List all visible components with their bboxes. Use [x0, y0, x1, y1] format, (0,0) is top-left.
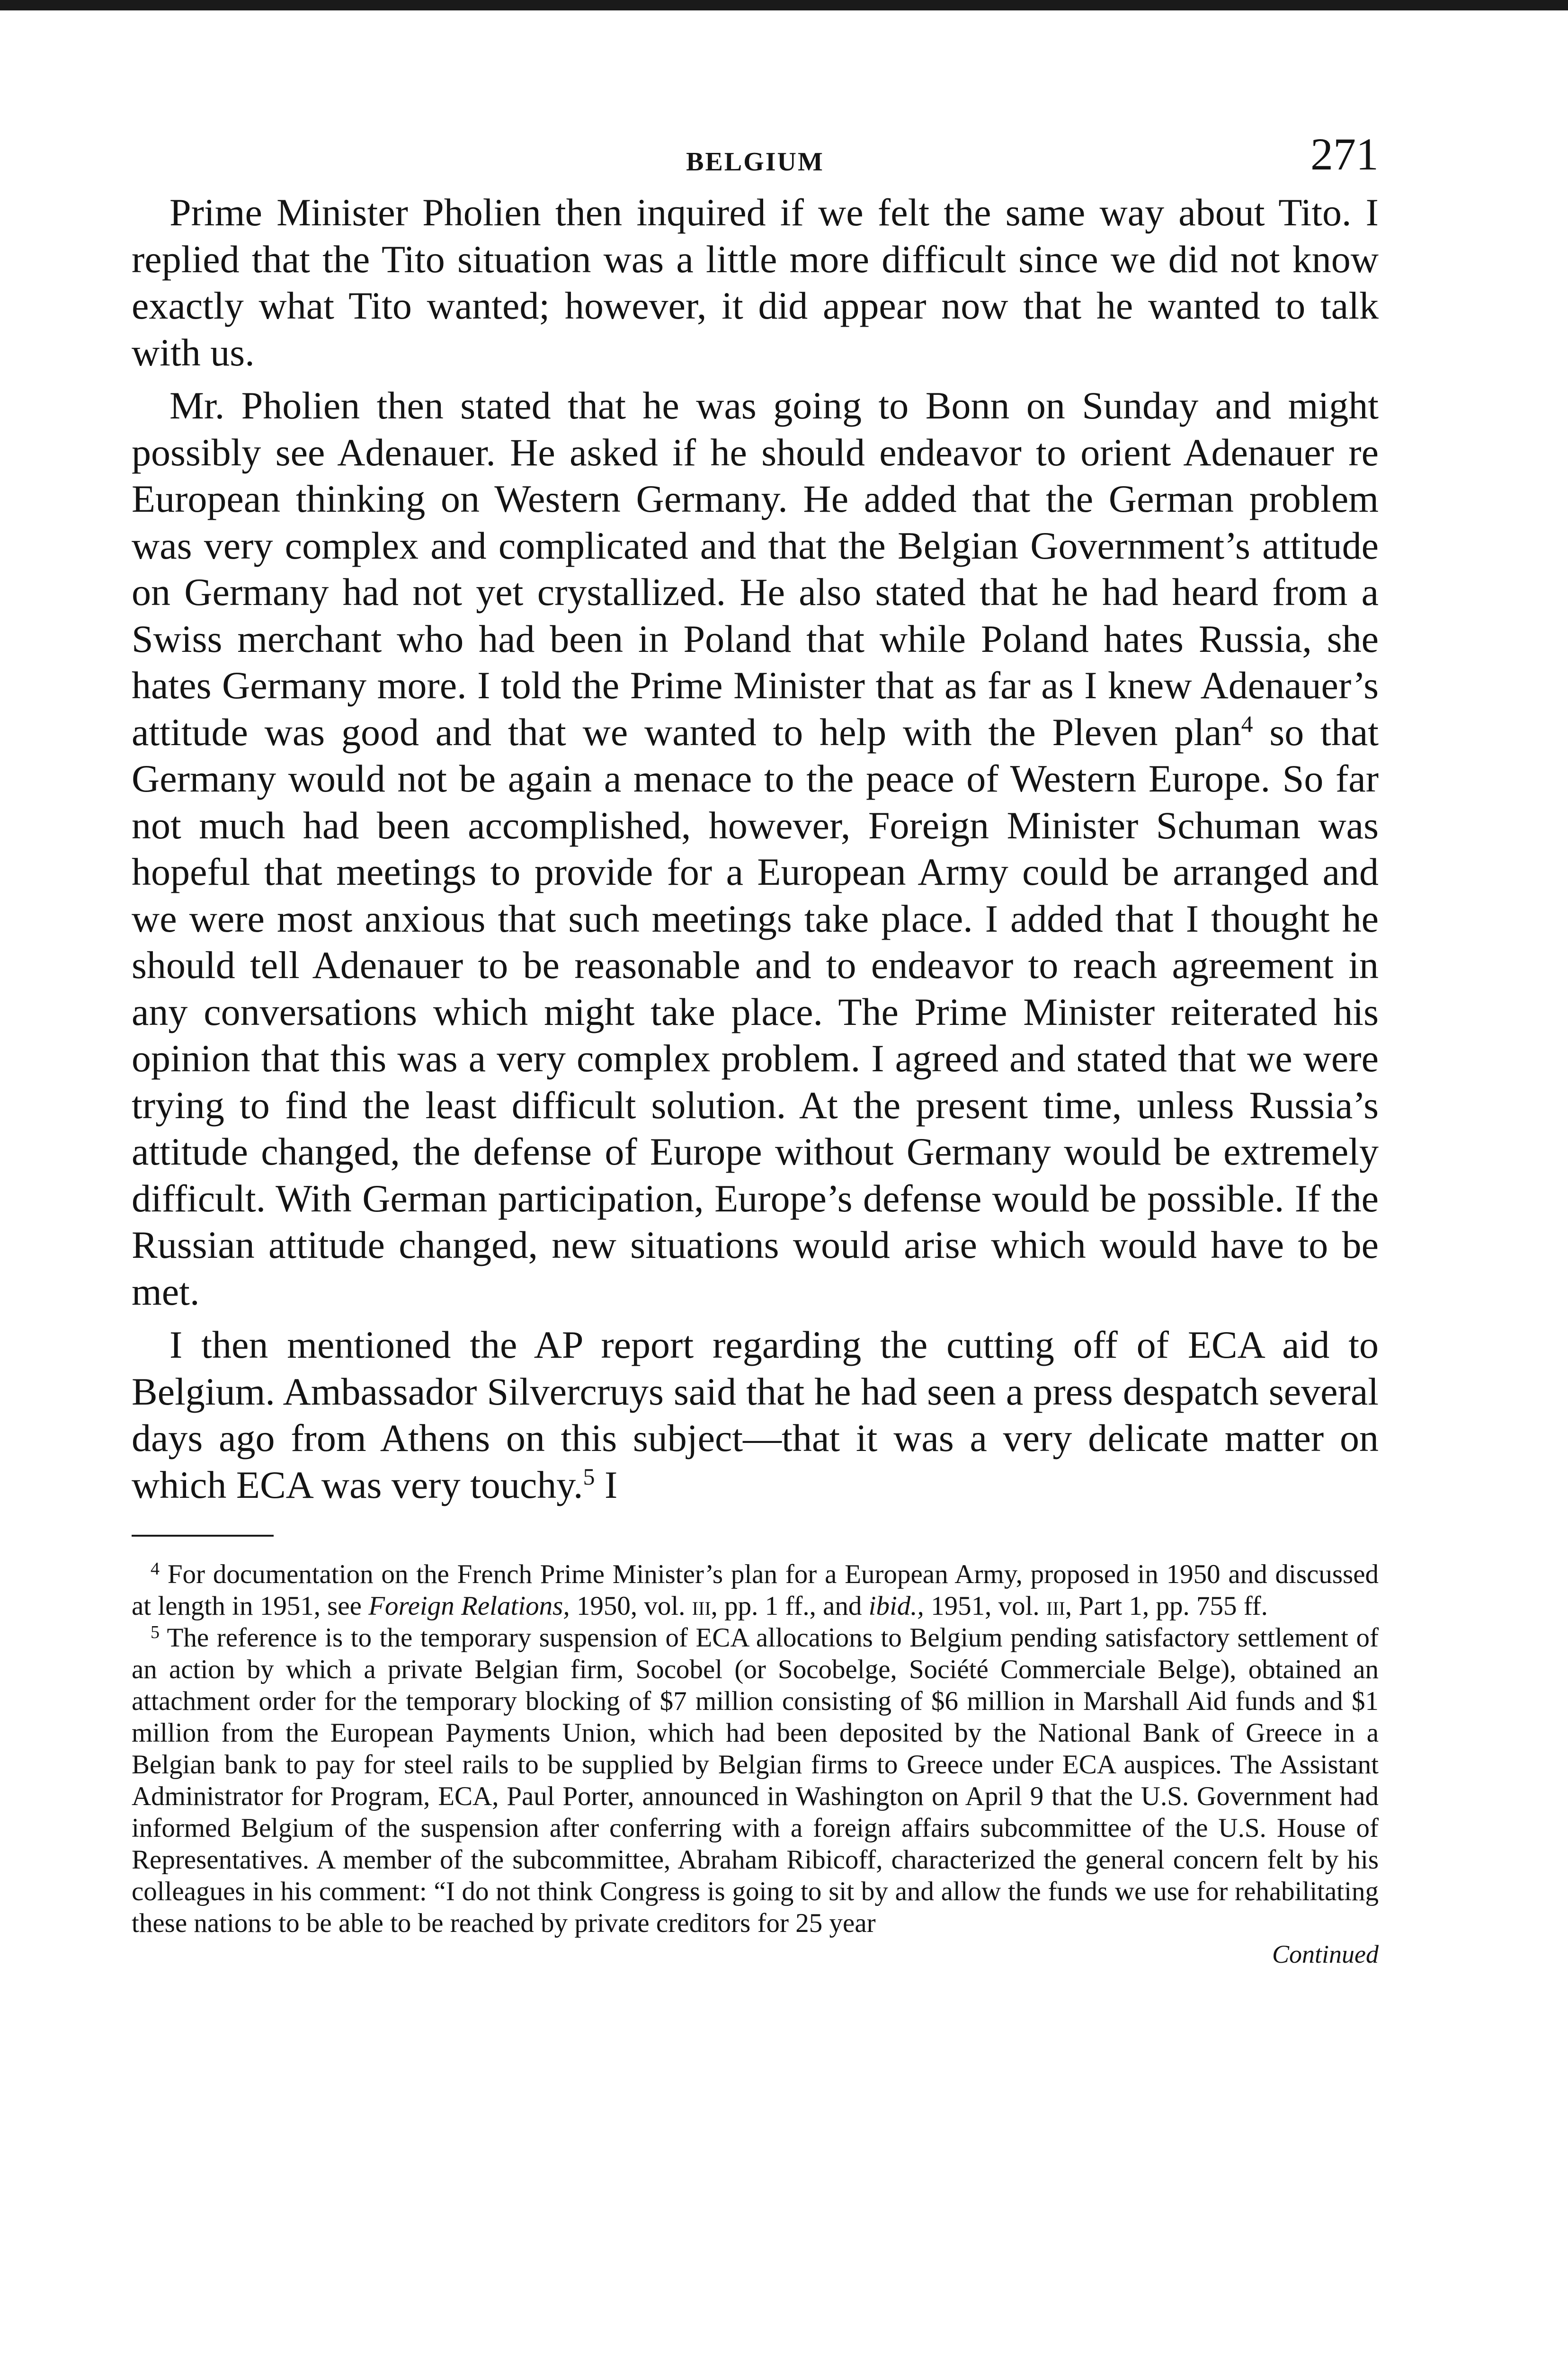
footnote-ref-4[interactable]: 4 [1241, 710, 1253, 737]
paragraph-2 [132, 383, 1379, 1315]
footnote-4-citation-title: Foreign Relations, [368, 1591, 570, 1621]
paragraph-3-part-b: I [595, 1463, 618, 1506]
paragraph-2-part-b: so that Germany would not be again a menace to the peace of Western Europe. So far not much had been accomplished, however, Foreign Minister Schuman was hopeful that meetings to provide for a European Army could be arranged and we were most anxious that such meetings take place. I added that I thought he should tell Adenauer to be reasonable and to endeavor to reach agreement in any conversations which might take place. The Prime Minister reiterated his opinion that this was a very complex problem. I agreed and stated that we were trying to find the least difficult solution. At the present time, unless Russia’s attitude changed, the defense of Europe without Germany would be extremely difficult. With German participation, Europe’s defense would be possible. If the Russian attitude changed, new situations would arise which would have to be met. [132, 710, 1379, 1313]
paragraph-3 [132, 1322, 1379, 1508]
document-page [132, 123, 1379, 1969]
paragraph-3-part-a: I then mentioned the AP report regarding the cutting off of ECA aid to Belgium. Ambassador Silvercruys said that he had seen a press despatch several days ago from Athens on this subject—that it was a very delicate matter on which ECA was very touchy. [132, 1323, 1379, 1506]
footnote-4-text-b: 1950, vol. [570, 1591, 692, 1621]
footnote-4-text-e: , Part 1, pp. 755 ff. [1065, 1591, 1268, 1621]
continued-label: Continued [1272, 1940, 1379, 1968]
footnote-4-volume-2: iii [1046, 1591, 1065, 1621]
footnote-4 [132, 1558, 1379, 1622]
paragraph-2-part-a: Mr. Pholien then stated that he was going to Bonn on Sunday and might possibly see Adenauer. He asked if he should endeavor to orient Adenauer re European thinking on Western Germany. He added that the German problem was very complex and complicated and that the Belgian Government’s attitude on Germany had not yet crystallized. He also stated that he had heard from a Swiss merchant who had been in Poland that while Poland hates Russia, she hates Germany more. I told the Prime Minister that as far as I knew Adenauer’s attitude was good and that we wanted to help with the Pleven plan [132, 384, 1379, 754]
page-number: 271 [1310, 129, 1379, 179]
footnote-5-text: The reference is to the temporary suspension of ECA allocations to Belgium pending satisfactory settlement of an action by which a private Belgian firm, Socobel (or Socobelge, Société Commerciale Belge), obtained an attachment order for the temporary blocking of $7 million consisting of $6 million in Marshall Aid funds and $1 million from the European Payments Union, which had been deposited by the National Bank of Greece in a Belgian bank to pay for steel rails to be supplied by Belgian firms to Greece under ECA auspices. The Assistant Administrator for Program, ECA, Paul Porter, announced in Washington on April 9 that the U.S. Government had informed Belgium of the suspension after conferring with a foreign affairs subcommittee of the U.S. House of Representatives. A member of the subcommittee, Abraham Ribicoff, characterized the general concern felt by his colleagues in his comment: “I do not think Congress is going to sit by and allow the funds we use for rehabilitating these nations to be able to be reached by private creditors for 25 year [132, 1623, 1379, 1938]
footnote-5 [132, 1622, 1379, 1939]
body-text [132, 189, 1379, 1508]
running-head [132, 123, 1379, 189]
footnote-ref-5[interactable]: 5 [583, 1463, 595, 1490]
footnote-4-marker: 4 [151, 1559, 160, 1579]
footnote-5-marker: 5 [151, 1622, 160, 1642]
footnote-4-ibid: ibid., [868, 1591, 924, 1621]
top-edge-rule [0, 0, 1568, 10]
paragraph-1: Prime Minister Pholien then inquired if we felt the same way about Tito. I replied that the Tito situation was a little more difficult since we did not know exactly what Tito wanted; however, it did appear now that he wanted to talk with us. [132, 191, 1379, 374]
footnote-4-text-a: For documentation on the French Prime Minister’s plan for a European Army, proposed in 1950 and discussed at length in 1951, see [132, 1559, 1379, 1621]
footnotes [132, 1558, 1379, 1969]
footnote-4-text-c: , pp. 1 ff., and [711, 1591, 869, 1621]
footnote-4-text-d: 1951, vol. [924, 1591, 1046, 1621]
footnote-divider [132, 1535, 274, 1537]
footnote-4-volume-1: iii [692, 1591, 711, 1621]
running-title: BELGIUM [686, 147, 824, 177]
